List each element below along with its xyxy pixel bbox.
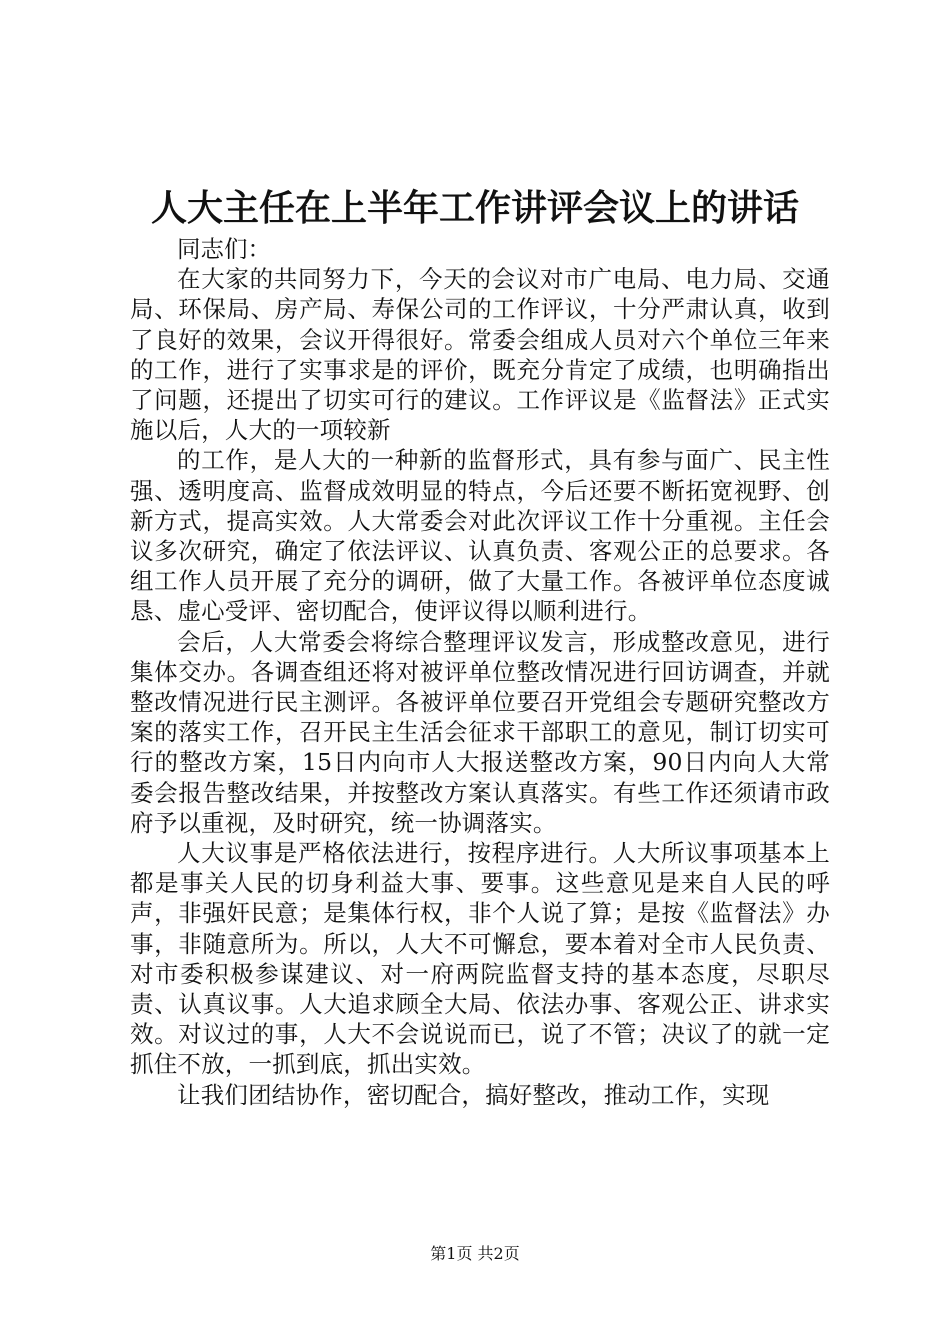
salutation: 同志们： bbox=[177, 235, 271, 263]
paragraph-3: 会后，人大常委会将综合整理评议发言，形成整改意见，进行集体交办。各调查组还将对被评单位整改情况进行回访调查，并就整改情况进行民主测评。各被评单位要召开党组会专题研究整改方案的落实工作，召开民主生活会征求干部职工的意见，制订切实可行的整改方案，15日内向市人大报送整改方案，90日内向人大常委会报告整改结果，并按整改方案认真落实。有些工作还须请市政府予以重视，及时研究，统一协调落实。 bbox=[130, 627, 830, 837]
paragraph-5: 让我们团结协作，密切配合，搞好整改，推动工作，实现 bbox=[177, 1080, 770, 1109]
page-footer bbox=[0, 1244, 950, 1264]
paragraph-2: 的工作，是人大的一种新的监督形式，具有参与面广、民主性强、透明度高、监督成效明显的特点，今后还要不断拓宽视野、创新方式，提高实效。人大常委会对此次评议工作十分重视。主任会议多次研究，确定了依法评议、认真负责、客观公正的总要求。各组工作人员开展了充分的调研，做了大量工作。各被评单位态度诚恳、虚心受评、密切配合，使评议得以顺利进行。 bbox=[130, 446, 830, 626]
paragraph-4: 人大议事是严格依法进行，按程序进行。人大所议事项基本上都是事关人民的切身利益大事、要事。这些意见是来自人民的呼声，非强奸民意；是集体行权，非个人说了算；是按《监督法》办事，非随意所为。所以，人大不可懈怠，要本着对全市人民负责、对市委积极参谋建议、对一府两院监督支持的基本态度，尽职尽责、认真议事。人大追求顾全大局、依法办事、客观公正、讲求实效。对议过的事，人大不会说说而已，说了不管；决议了的就一定抓住不放，一抓到底，抓出实效。 bbox=[130, 839, 830, 1079]
document-body bbox=[130, 234, 830, 1110]
paragraph-1: 在大家的共同努力下，今天的会议对市广电局、电力局、交通局、环保局、房产局、寿保公司的工作评议，十分严肃认真，收到了良好的效果，会议开得很好。常委会组成人员对六个单位三年来的工作，进行了实事求是的评价，既充分肯定了成绩，也明确指出了问题，还提出了切实可行的建议。工作评议是《监督法》正式实施以后，人大的一项较新 bbox=[130, 265, 830, 445]
page-number: 第1页 共2页 bbox=[430, 1244, 520, 1263]
document-title: 人大主任在上半年工作讲评会议上的讲话 bbox=[150, 187, 799, 229]
